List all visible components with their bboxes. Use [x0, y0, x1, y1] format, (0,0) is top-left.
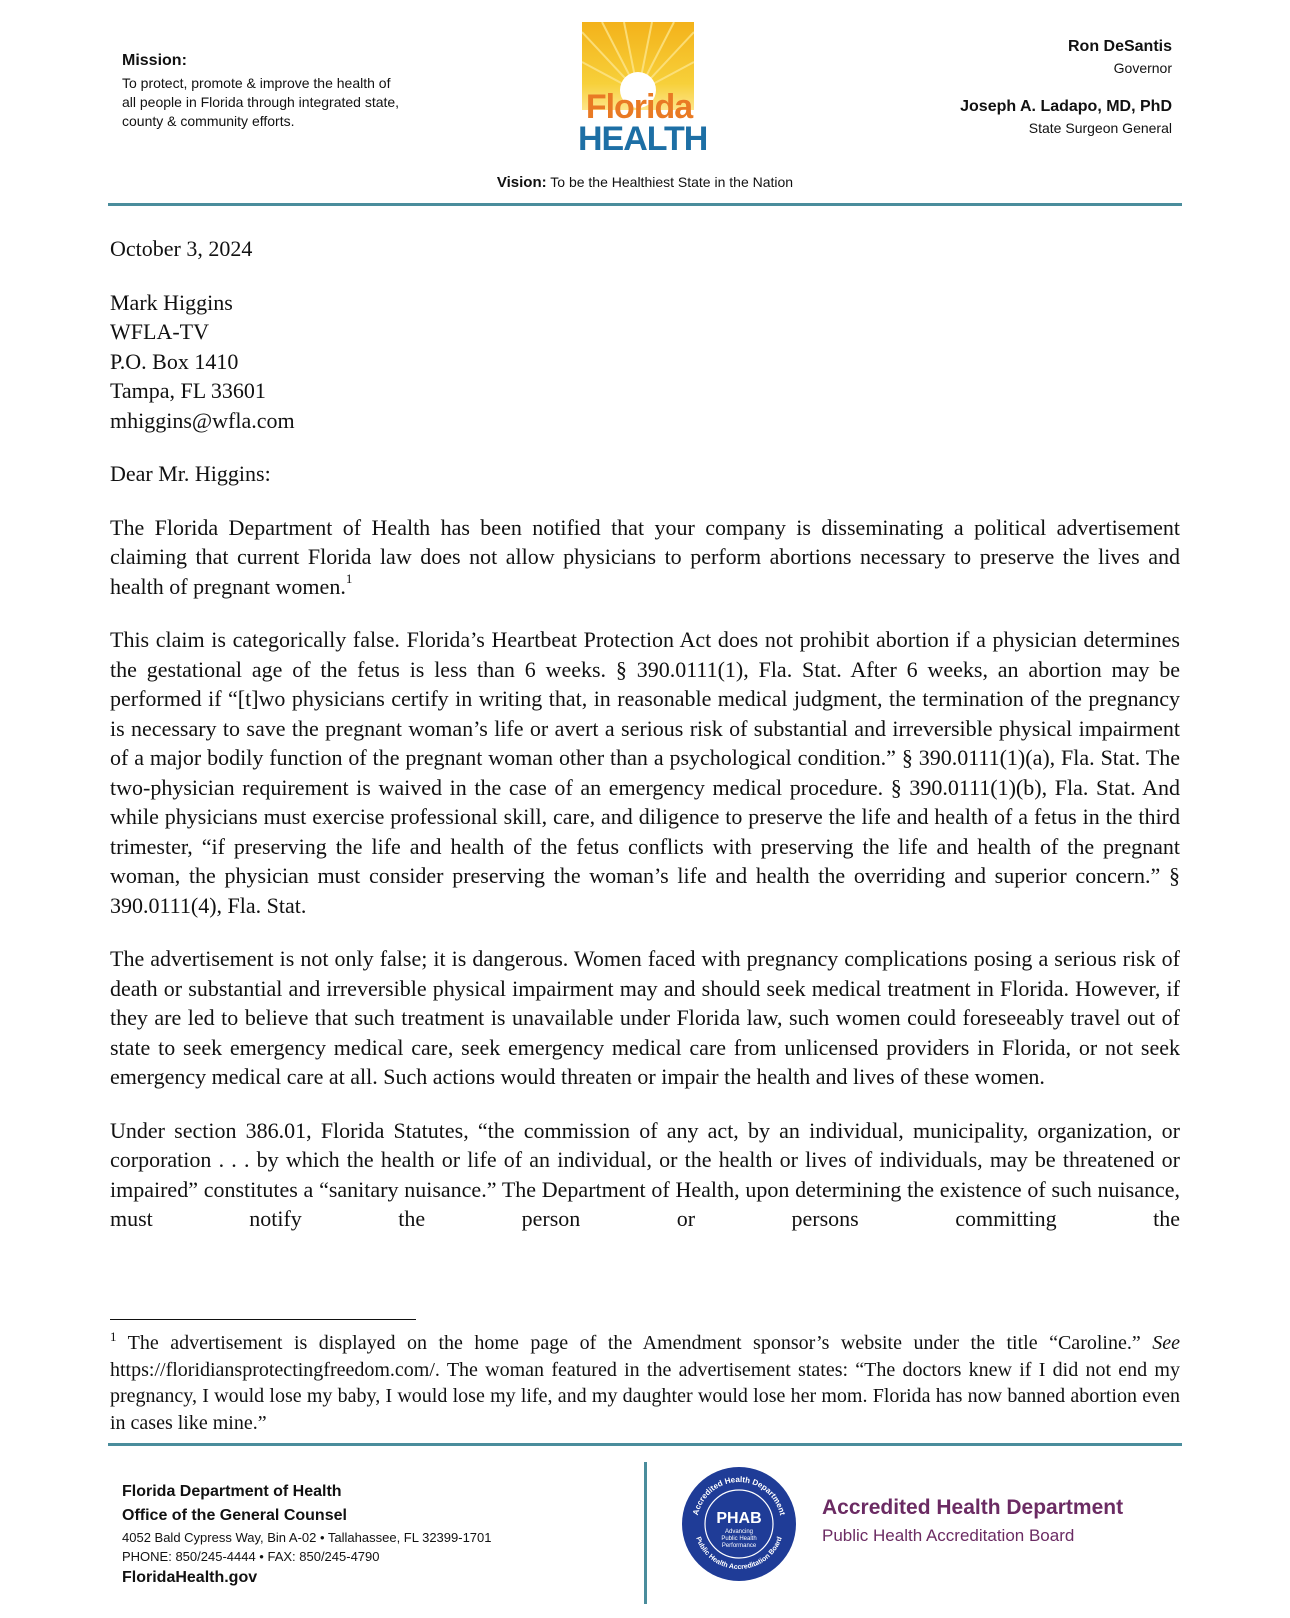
phab-seal-icon [680, 1465, 798, 1583]
address-line: Tampa, FL 33601 [110, 378, 266, 403]
address-line: WFLA-TV [110, 319, 209, 344]
letter-date: October 3, 2024 [110, 236, 253, 261]
paragraph-3: The advertisement is not only false; it is dangerous. Women faced with pregnancy complications posing a serious risk of death or substantial and irreversible physical impairment may and should seek medical treatment in Florida. However, if they are led to believe that such treatment is unavailable under Florida law, such women could foreseeably travel out of state to seek emergency medical care, seek emergency medical care from unlicensed providers in Florida, or not seek emergency medical care at all. Such actions would threaten or impair the health and lives of these women. [110, 946, 1180, 1089]
paragraph-1-text: The Florida Department of Health has been notified that your company is disseminating a political advertisement claiming that current Florida law does not allow physicians to perform abortions necessary to preserve the lives and health of pregnant women. [110, 514, 1180, 599]
surgeon-general-title: State Surgeon General [1028, 120, 1172, 136]
vision-statement [0, 174, 1290, 191]
governor-title: Governor [1113, 60, 1172, 76]
letter-body [110, 234, 1180, 1234]
address-line: Mark Higgins [110, 289, 233, 315]
governor-name: Ron DeSantis [1067, 38, 1172, 55]
accreditation-block [822, 1496, 1123, 1546]
logo-word-florida: Florida [585, 88, 693, 126]
surgeon-general-name: Joseph A. Ladapo, MD, PhD [960, 98, 1172, 115]
footnote-text-1: The advertisement is displayed on the home page of the Amendment sponsor’s website under the title “Caroline.” [127, 1332, 1141, 1354]
office-phone: PHONE: 850/245-4444 • FAX: 850/245-4790 [122, 1549, 380, 1564]
office-address: 4052 Bald Cypress Way, Bin A-02 • Tallahassee, FL 32399-1701 [122, 1530, 492, 1545]
seal-tagline: Advancing [724, 1529, 754, 1535]
seal-ring-top: Accredited Health Department [690, 1474, 787, 1517]
office-contact [122, 1480, 492, 1590]
recipient-email: mhiggins@wfla.com [110, 407, 295, 433]
recipient-address [110, 288, 1180, 436]
footnote-reference: 1 [345, 570, 353, 586]
mission-statement [122, 52, 402, 131]
footer-rule [108, 1443, 1182, 1446]
seal-center: PHAB [716, 1510, 762, 1527]
vision-label: Vision: [496, 174, 547, 191]
footnote-separator [110, 1319, 416, 1320]
seal-ring-bottom: Public Health Accreditation Board [694, 1535, 784, 1572]
paragraph-2: This claim is categorically false. Florida’s Heartbeat Protection Act does not prohibit abortion if a physician determines the gestational age of the fetus is less than 6 weeks. § 390.0111(1), Fla. Stat. After 6 weeks, an abortion may be performed if “[t]wo physicians certify in writing that, in reasonable medical judgment, the termination of the pregnancy is necessary to save the pregnant woman’s life or avert a serious risk of substantial and irreversible physical impairment of a major bodily function of the pregnant woman other than a psychological condition.” § 390.0111(1)(a), Fla. Stat. The two-physician requirement is waived in the case of an emergency medical procedure. § 390.0111(1)(b), Fla. Stat. And while physicians must exercise professional skill, care, and diligence to preserve the life and health of a fetus in the third trimester, “if preserving the life and health of the fetus conflicts with preserving the life and health of the pregnant woman, the physician must consider preserving the woman’s life and health the overriding and superior concern.” § 390.0111(4), Fla. Stat. [110, 627, 1180, 918]
department-name: Florida Department of Health [122, 1483, 342, 1500]
logo-word-health: HEALTH [578, 120, 708, 158]
header-divider [108, 203, 1182, 206]
officials-block [960, 38, 1172, 158]
accreditation-board: Public Health Accreditation Board [822, 1526, 1075, 1545]
footnote [110, 1330, 1180, 1436]
footnote-mark: 1 [110, 1329, 117, 1344]
footnote-see: See [1152, 1332, 1180, 1354]
vision-text: To be the Healthiest State in the Nation [550, 174, 794, 190]
footnote-text-2: https://floridiansprotectingfreedom.com/. The woman featured in the advertisement states: “The doctors knew if I did not end my pregnancy, I would lose my baby, I would lose my life, and my daughter would lose her mom. Florida has now banned abortion even in cases like mine.” [110, 1358, 1180, 1434]
office-name: Office of the General Counsel [122, 1507, 347, 1524]
address-line: P.O. Box 1410 [110, 348, 239, 374]
website: FloridaHealth.gov [122, 1569, 258, 1586]
seal-tagline: Public Health [721, 1536, 757, 1542]
mission-label: Mission: [122, 52, 187, 69]
accreditation-title: Accredited Health Department [822, 1496, 1124, 1519]
paragraph-4: Under section 386.01, Florida Statutes, “the commission of any act, by an individual, municipality, organization, or corporation . . . by which the health or life of an individual, or the health or lives of individuals, may be threatened or impaired” constitutes a “sanitary nuisance.” The Department of Health, upon determining the existence of such nuisance, must notify the person or persons committing the [110, 1117, 1180, 1231]
salutation: Dear Mr. Higgins: [110, 461, 271, 486]
footer-divider [644, 1462, 647, 1604]
seal-tagline: Performance [721, 1543, 757, 1549]
paragraph-1 [110, 513, 1180, 602]
mission-text: To protect, promote & improve the health of all people in Florida through integrated state, county & community efforts. [122, 75, 400, 129]
florida-health-logo [578, 22, 708, 158]
